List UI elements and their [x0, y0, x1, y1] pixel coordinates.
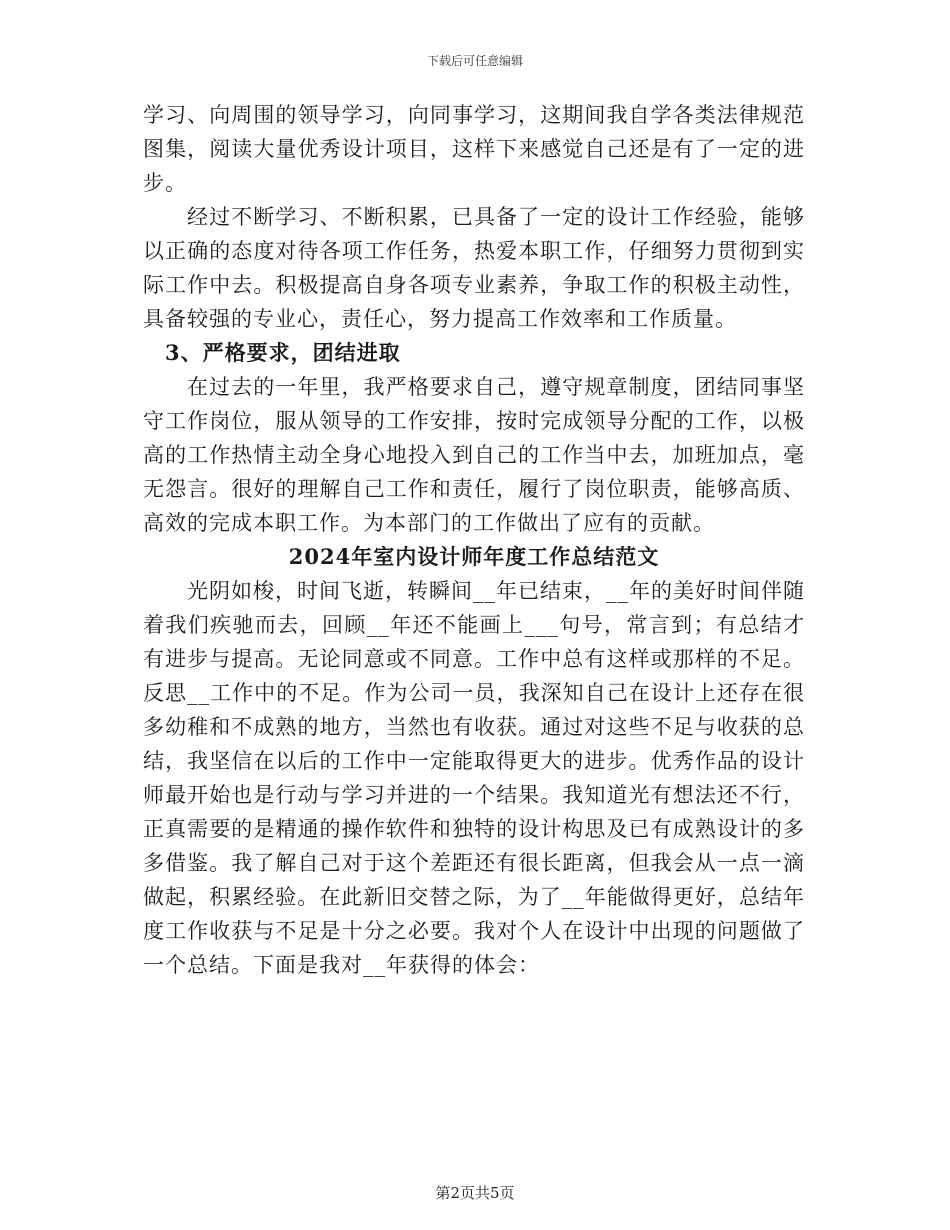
document-body	[143, 98, 805, 982]
page-footer: 第2页共5页	[435, 1184, 515, 1202]
section-heading-3: 3、严格要求，团结进取	[165, 340, 401, 365]
paragraph-intro: 光阴如梭，时间飞逝，转瞬间__年已结束，__年的美好时间伴随着我们疾驰而去，回顾__年还不能画上___句号，常言到；有总结才有进步与提高。无论同意或不同意。工作中总有这样或那样的不足。反思__工作中的不足。作为公司一员，我深知自己在设计上还存在很多幼稚和不成熟的地方，当然也有收获。通过对这些不足与收获的总结，我坚信在以后的工作中一定能取得更大的进步。优秀作品的设计师最开始也是行动与学习并进的一个结果。我知道光有想法还不行，正真需要的是精通的操作软件和独特的设计构思及已有成熟设计的多多借鉴。我了解自己对于这个差距还有很长距离，但我会从一点一滴做起，积累经验。在此新旧交替之际，为了__年能做得更好，总结年度工作收获与不足是十分之必要。我对个人在设计中出现的问题做了一个总结。下面是我对__年获得的体会：	[143, 579, 805, 977]
page-header: 下载后可任意编辑	[426, 54, 523, 68]
paragraph-experience: 经过不断学习、不断积累，已具备了一定的设计工作经验，能够以正确的态度对待各项工作任务，热爱本职工作，仔细努力贯彻到实际工作中去。积极提高自身各项专业素养，争取工作的积极主动性，具备较强的专业心，责任心，努力提高工作效率和工作质量。	[143, 205, 805, 331]
paragraph-strict-requirements: 在过去的一年里，我严格要求自己，遵守规章制度，团结同事坚守工作岗位，服从领导的工作安排，按时完成领导分配的工作，以极高的工作热情主动全身心地投入到自己的工作当中去，加班加点，毫无怨言。很好的理解自己工作和责任，履行了岗位职责，能够高质、高效的完成本职工作。为本部门的工作做出了应有的贡献。	[143, 375, 805, 535]
document-title: 2024年室内设计师年度工作总结范文	[288, 544, 660, 569]
paragraph-continued: 学习、向周围的领导学习，向同事学习，这期间我自学各类法律规范图集，阅读大量优秀设计项目，这样下来感觉自己还是有了一定的进步。	[143, 103, 805, 195]
